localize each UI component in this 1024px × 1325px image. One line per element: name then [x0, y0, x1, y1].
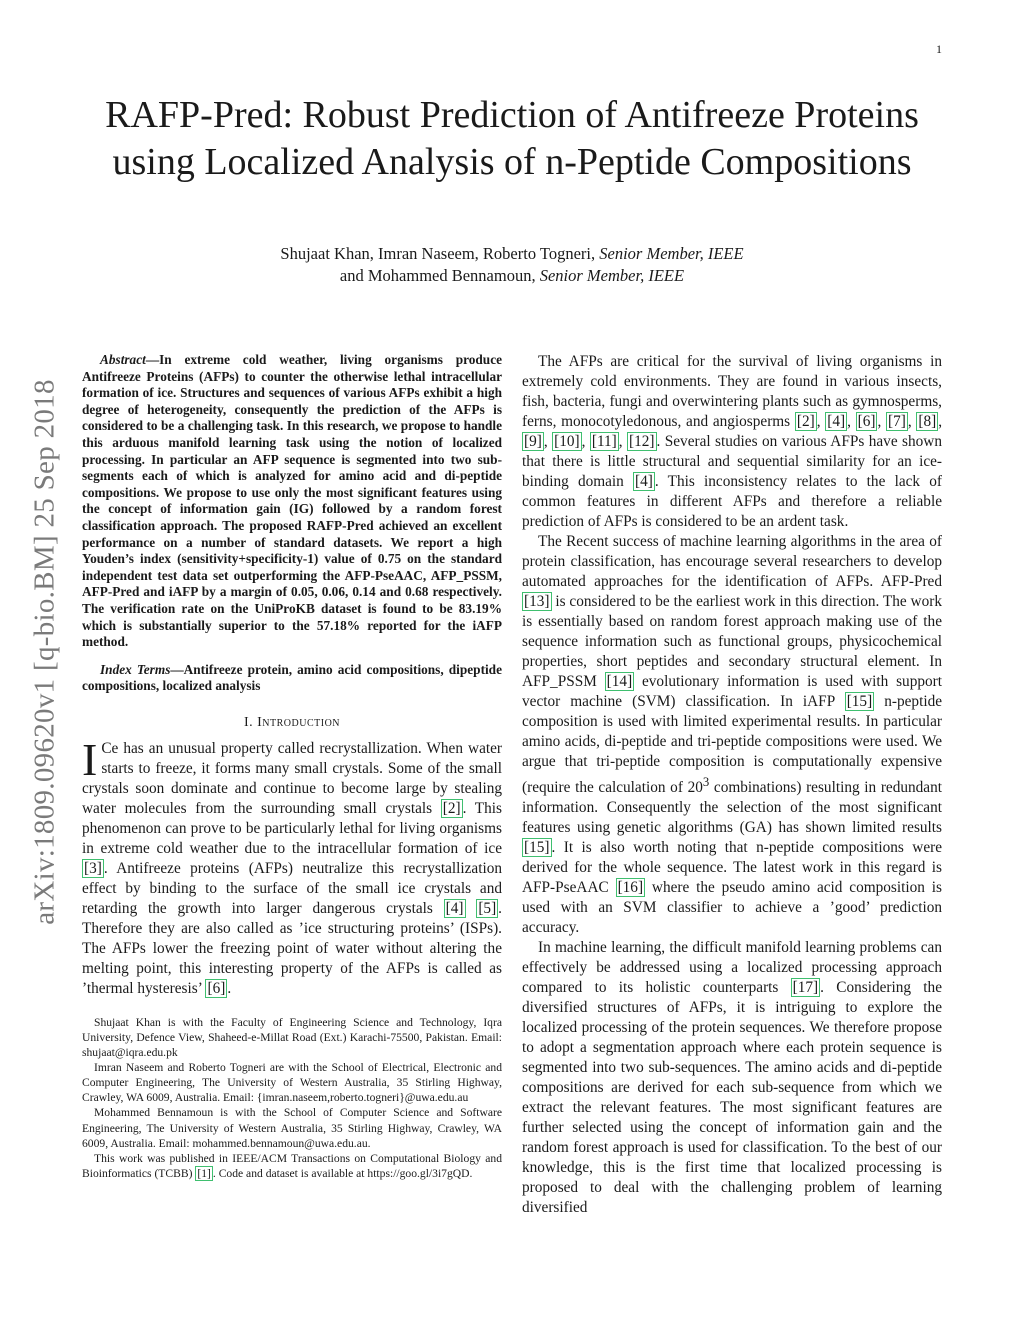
- citation-link[interactable]: [3]: [84, 859, 102, 877]
- citation-link[interactable]: [4]: [827, 413, 846, 430]
- footnote-khan: Shujaat Khan is with the Faculty of Engineering Science and Technology, Iqra University, Defence View, Shaheed-e-Millat Road (Ext.) Karachi-75500, Pakistan. Email: shujaat@iqra.edu.pk: [82, 1015, 502, 1060]
- citation-link[interactable]: [15]: [524, 839, 550, 857]
- drop-cap: I: [82, 733, 98, 785]
- citation-link[interactable]: [9]: [524, 433, 542, 450]
- body-paragraph-related-work: The Recent success of machine learning algorithms in the area of protein classification, has encourage several researchers to develop automated approaches for the identification of AFPs. AFP-Pred [13] is considered to be the earliest work in this direction. The work is essentially based on random forest approach making use of the sequence information such as functional groups, physicochemical properties, short peptides and secondary structural element. In AFP_PSSM [14] evolutionary information is used with support vector machine (SVM) classification. In iAFP [15] n-peptide composition is used with limited experimental results. In particular amino acids, di-peptide and tri-peptide compositions were used. We argue that tri-peptide composition is computationally expensive (require the calculation of $20^3$ combinations) resulting in redundant information. Consequently the selection of the most significant features using genetic algorithms (GA) has shown limited results [15] . It is also worth noting that n-peptide compositions were derived for the whole sequence. The latest work in this regard is AFP-PseAAC [16] where the pseudo amino acid composition is used with an SVM classifier to achieve a ’good’ prediction accuracy.: [522, 533, 943, 937]
- author-role-line1: Senior Member, IEEE: [599, 244, 744, 263]
- citation-link[interactable]: [14]: [606, 673, 633, 690]
- footnote-bennamoun: Mohammed Bennamoun is with the School of Computer Science and Software Engineering, The University of Western Australia, 35 Stirling Highway, Crawley, WA 6009, Australia. Email: mohammed.bennamoun@uwa.edu.au.: [82, 1106, 502, 1150]
- citation-link[interactable]: [13]: [524, 593, 550, 610]
- left-column: [82, 352, 502, 1181]
- body-paragraph-afps: The AFPs are critical for the survival of living organisms in extremely cold environments. They are found in various insects, fish, bacteria, fungi and overwintering plants such as gymnosperms, ferns, monocotyledonous, and angiosperms [2] , [4] , [6] , [7] , [8] , [9] , [10] , [11] , [12] . Several studies on various AFPs have shown that there is little structural and sequential similarity for an ice-binding domain [4] . This inconsistency relates to the lack of common features in different AFPs and therefore a reliable prediction of AFPs is considered to be an ardent task.: [522, 353, 943, 530]
- citation-link[interactable]: [15]: [846, 693, 873, 710]
- index-terms-text: Antifreeze protein, amino acid compositions, dipeptide compositions, localized analysis: [82, 661, 502, 694]
- citation-link[interactable]: [12]: [629, 433, 655, 450]
- author-role-line2: Senior Member, IEEE: [539, 266, 685, 285]
- superscript: 3: [702, 775, 710, 789]
- arxiv-identifier-stamp: arXiv:1809.09620v1 [q-bio.BM] 25 Sep 2018: [28, 379, 61, 925]
- citation-link[interactable]: [7]: [887, 413, 906, 430]
- footnote-publication: This work was published in IEEE/ACM Transactions on Computational Biology and Bioinformatics (TCBB) [1] . Code and dataset is available at https://goo.gl/3i7gQD.: [82, 1151, 502, 1180]
- citation-link[interactable]: [5]: [478, 899, 497, 917]
- author-footnotes: [82, 1015, 502, 1181]
- author-names-line2: and Mohammed Bennamoun,: [339, 266, 540, 285]
- index-terms: Index Terms—Antifreeze protein, amino acid compositions, dipeptide compositions, localized analysis: [82, 661, 502, 694]
- abstract-label: Abstract: [100, 352, 146, 367]
- citation-link[interactable]: [17]: [792, 979, 819, 997]
- author-list: [100, 243, 924, 287]
- citation-link[interactable]: [4]: [445, 899, 464, 917]
- section-heading-introduction: I. Introduction: [243, 714, 341, 730]
- paper-title: RAFP-Pred: Robust Prediction of Antifreeze Proteins using Localized Analysis of n-Peptide Compositions: [105, 94, 919, 183]
- citation-link[interactable]: [2]: [796, 413, 815, 430]
- citation-link[interactable]: [8]: [918, 413, 937, 430]
- footnote-naseem-togneri: Imran Naseem and Roberto Togneri are with the School of Electrical, Electronic and Computer Engineering, The University of Western Australia, 35 Stirling Highway, Crawley, WA 6009, Australia. Email: {imran.naseem,roberto.togneri}@uwa.edu.au: [82, 1061, 502, 1105]
- abstract: Abstract—In extreme cold weather, living organisms produce Antifreeze Proteins (AFPs) to counter the otherwise lethal intracellular formation of ice. Structures and sequences of various AFPs exhibit a high degree of heterogeneity, consequently the prediction of the AFPs is considered to be a challenging task. In this research, we propose to handle this arduous manifold learning task using the notion of localized processing. In particular an AFP sequence is segmented into two sub-segments each of which is analyzed for amino acid and di-peptide compositions. We propose to use only the most significant features using the concept of information gain (IG) followed by a random forest classification approach. The proposed RAFP-Pred achieved an excellent performance on a number of standard datasets. We report a high Youden’s index (sensitivity+specificity-1) value of 0.75 on the standard independent test data set outperforming the AFP-PseAAC, AFP_PSSM, AFP-Pred and iAFP by a margin of 0.05, 0.06, 0.14 and 0.68 respectively. The verification rate on the UniProKB dataset is found to be 83.19% which is substantially superior to the 57.18% reported for the iAFP method.: [82, 352, 502, 650]
- citation-link[interactable]: [4]: [635, 473, 653, 490]
- page-number: 1: [936, 42, 942, 56]
- intro-paragraph: I Ce has an unusual property called recrystallization. When water starts to freeze, it forms many small crystals. Some of the small crystals soon dominate and continue to become large by stealing water molecules from the surrounding small crystals [2] . This phenomenon can prove to be particularly lethal for living organisms in extreme cold weather due to the intracellular formation of ice [3] . Antifreeze proteins (AFPs) neutralize this recrystallization effect by binding to the surface of the small ice crystals and retarding the growth into larger dangerous crystals [4] [5] . Therefore they are also called as ’ice structuring proteins’ (ISPs). The AFPs lower the freezing point of water without altering the melting point, this interesting property of the AFPs is called as ’thermal hysteresis’ [6] .: [82, 733, 502, 997]
- citation-link[interactable]: [2]: [442, 799, 461, 817]
- index-terms-label: Index Terms: [100, 661, 171, 677]
- citation-link[interactable]: [6]: [857, 413, 876, 430]
- abstract-text: In extreme cold weather, living organisms produce Antifreeze Proteins (AFPs) to counter the otherwise lethal intracellular formation of ice. Structures and sequences of various AFPs exhibit a high degree of heterogeneity, consequently the prediction of the AFPs is considered to be a challenging task. In this research, we propose to handle this arduous manifold learning task using the notion of localized processing. In particular an AFP sequence is segmented into two sub-segments each of which is analyzed for amino acid and di-peptide compositions. We propose to use only the most significant features using the concept of information gain (IG) followed by a random forest classification approach. The proposed RAFP-Pred achieved an excellent performance on a number of standard datasets. We report a high Youden’s index (sensitivity+specificity-1) value of 0.75 on the standard independent test data set outperforming the AFP-PseAAC, AFP_PSSM, AFP-Pred and iAFP by a margin of 0.05, 0.06, 0.14 and 0.68 respectively. The verification rate on the UniProKB dataset is found to be 83.19% which is substantially superior to the 57.18% reported for the iAFP method.: [82, 352, 502, 650]
- body-paragraph-proposal: In machine learning, the difficult manifold learning problems can effectively be addressed using a localized processing approach compared to its holistic counterparts [17] . Considering the diversified structures of AFPs, it is intriguing to explore the localized processing of the protein sequences. We therefore propose to adopt a segmentation approach where each protein sequence is segmented into two sub-sequences. The amino acids and di-peptide compositions are derived for each sub-sequence from which we extract the relevant features. The most significant features are further selected using the concept of information gain and the random forest approach is used for classification. To the best of our knowledge, this is the first time that localized processing is proposed to deal with the challenging problem of learning diversified: [522, 939, 942, 1217]
- citation-link[interactable]: [16]: [617, 879, 644, 897]
- citation-link[interactable]: [6]: [207, 979, 226, 997]
- author-names-line1: Shujaat Khan, Imran Naseem, Roberto Togneri,: [280, 244, 600, 263]
- citation-link[interactable]: [10]: [554, 433, 580, 450]
- citation-link[interactable]: [11]: [591, 433, 617, 450]
- right-column: [522, 352, 942, 1218]
- citation-link[interactable]: [1]: [197, 1166, 211, 1180]
